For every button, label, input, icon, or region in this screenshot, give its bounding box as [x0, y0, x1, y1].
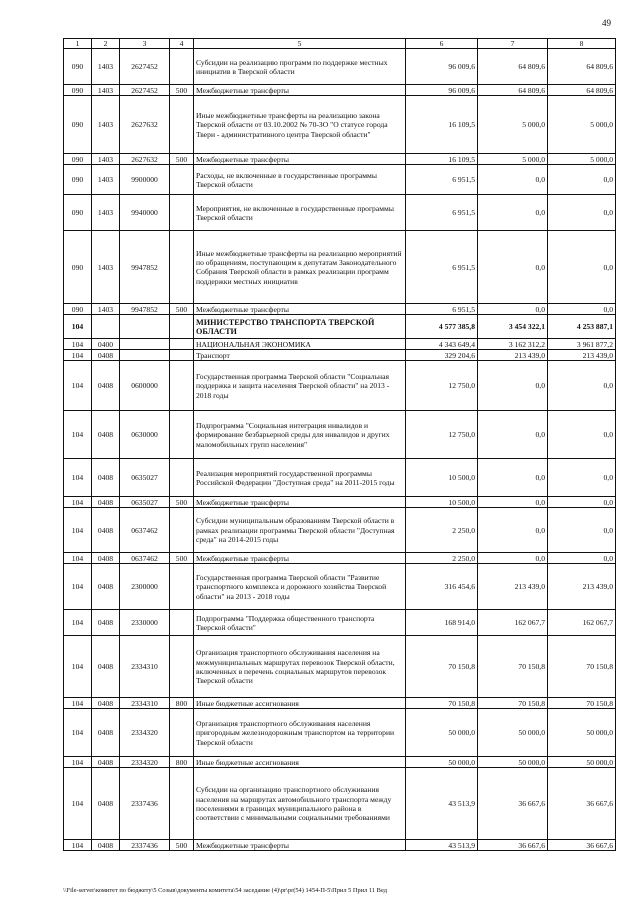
adm-code-cell: 104 [64, 768, 92, 840]
expense-type-cell: 500 [170, 840, 194, 851]
amount-2016-cell: 36 667,6 [548, 768, 616, 840]
amount-2014-cell: 4 577 385,8 [406, 315, 478, 339]
section-code-cell: 0408 [92, 564, 120, 610]
amount-2016-cell: 0,0 [548, 304, 616, 315]
amount-2014-cell: 6 951,5 [406, 195, 478, 231]
amount-2016-cell: 50 000,0 [548, 757, 616, 768]
amount-2016-cell: 213 439,0 [548, 564, 616, 610]
adm-code-cell: 104 [64, 411, 92, 459]
expense-type-cell [170, 564, 194, 610]
adm-code-cell: 090 [64, 165, 92, 195]
item-name-cell: Межбюджетные трансферты [194, 304, 406, 315]
amount-2014-cell: 10 500,0 [406, 497, 478, 508]
target-item-cell: 2627452 [120, 49, 170, 85]
expense-type-cell [170, 709, 194, 757]
amount-2016-cell: 0,0 [548, 165, 616, 195]
amount-2015-cell: 64 809,6 [478, 85, 548, 96]
amount-2016-cell: 162 067,7 [548, 610, 616, 636]
item-name-cell: Иные межбюджетные трансферты на реализацию закона Тверской области от 03.10.2002 № 70-ЗО "О статусе города Твери - административного центра Тверской области" [194, 96, 406, 154]
amount-2014-cell: 6 951,5 [406, 304, 478, 315]
section-code-cell: 1403 [92, 49, 120, 85]
expense-type-cell [170, 768, 194, 840]
item-name-cell: Субсидии на реализацию программ по поддержке местных инициатив в Тверской области [194, 49, 406, 85]
amount-2014-cell: 50 000,0 [406, 709, 478, 757]
table-row [64, 304, 616, 315]
table-row [64, 610, 616, 636]
amount-2014-cell: 16 109,5 [406, 154, 478, 165]
adm-code-cell: 104 [64, 757, 92, 768]
expense-type-cell: 500 [170, 85, 194, 96]
column-header: 8 [548, 39, 616, 49]
item-name-cell: Межбюджетные трансферты [194, 154, 406, 165]
table-row [64, 165, 616, 195]
amount-2015-cell: 70 150,8 [478, 636, 548, 698]
page-number: 49 [602, 18, 611, 28]
item-name-cell: Расходы, не включенные в государственные программы Тверской области [194, 165, 406, 195]
target-item-cell: 0635027 [120, 497, 170, 508]
item-name-cell: Организация транспортного обслуживания населения пригородным железнодорожным транспортом на территории Тверской области [194, 709, 406, 757]
expense-type-cell [170, 315, 194, 339]
amount-2014-cell: 6 951,5 [406, 231, 478, 304]
expense-type-cell: 800 [170, 757, 194, 768]
adm-code-cell: 090 [64, 96, 92, 154]
adm-code-cell: 090 [64, 85, 92, 96]
expense-type-cell [170, 165, 194, 195]
item-name-cell: Реализация мероприятий государственной программы Российской Федерации "Доступная среда" на 2011-2015 годы [194, 459, 406, 497]
item-name-cell: Субсидии муниципальным образованиям Тверской области в рамках реализации программы Тверской области "Доступная среда" на 2014-2015 годы [194, 508, 406, 553]
amount-2015-cell: 36 667,6 [478, 768, 548, 840]
item-name-cell: Иные межбюджетные трансферты на реализацию мероприятий по обращениям, поступающим к депутатам Законодательного Собрания Тверской области в рамках реализации программ поддержки местных инициатив [194, 231, 406, 304]
expense-type-cell [170, 411, 194, 459]
expense-type-cell: 500 [170, 304, 194, 315]
column-header: 3 [120, 39, 170, 49]
item-name-cell: Подпрограмма "Социальная интеграция инвалидов и формирование безбарьерной среды для инвалидов и других маломобильных групп населения" [194, 411, 406, 459]
adm-code-cell: 090 [64, 154, 92, 165]
expense-type-cell [170, 231, 194, 304]
item-name-cell: НАЦИОНАЛЬНАЯ ЭКОНОМИКА [194, 339, 406, 350]
amount-2015-cell: 213 439,0 [478, 350, 548, 361]
amount-2016-cell: 213 439,0 [548, 350, 616, 361]
table-row [64, 553, 616, 564]
column-header: 6 [406, 39, 478, 49]
amount-2015-cell: 0,0 [478, 497, 548, 508]
column-header: 2 [92, 39, 120, 49]
file-path-footer: \\File-server\комитет по бюджету\5 Созыв\документы комитета\54 заседание (4)\pr\pr(54) 1454-П-5\Прил 5 Прил 11 Вед [63, 887, 387, 894]
table-row [64, 698, 616, 709]
table-row [64, 757, 616, 768]
amount-2014-cell: 96 009,6 [406, 49, 478, 85]
table-row [64, 195, 616, 231]
expense-type-cell [170, 350, 194, 361]
item-name-cell: Иные бюджетные ассигнования [194, 757, 406, 768]
table-row [64, 350, 616, 361]
section-code-cell: 0408 [92, 553, 120, 564]
amount-2015-cell: 3 454 322,1 [478, 315, 548, 339]
amount-2016-cell: 0,0 [548, 231, 616, 304]
item-name-cell: Межбюджетные трансферты [194, 553, 406, 564]
item-name-cell: Государственная программа Тверской области "Развитие транспортного комплекса и дорожного хозяйства Тверской области" на 2013 - 2018 годы [194, 564, 406, 610]
amount-2014-cell: 50 000,0 [406, 757, 478, 768]
target-item-cell: 0637462 [120, 553, 170, 564]
amount-2014-cell: 70 150,8 [406, 698, 478, 709]
header-row [64, 39, 616, 49]
target-item-cell: 2627632 [120, 96, 170, 154]
table-row [64, 768, 616, 840]
amount-2014-cell: 70 150,8 [406, 636, 478, 698]
section-code-cell: 1403 [92, 96, 120, 154]
target-item-cell: 2337436 [120, 840, 170, 851]
target-item-cell: 2334320 [120, 757, 170, 768]
amount-2015-cell: 0,0 [478, 459, 548, 497]
amount-2015-cell: 0,0 [478, 195, 548, 231]
amount-2014-cell: 4 343 649,4 [406, 339, 478, 350]
table-row [64, 564, 616, 610]
section-code-cell: 0400 [92, 339, 120, 350]
target-item-cell: 9940000 [120, 195, 170, 231]
section-code-cell: 0408 [92, 757, 120, 768]
table-row [64, 154, 616, 165]
table-row [64, 96, 616, 154]
adm-code-cell: 104 [64, 840, 92, 851]
amount-2015-cell: 70 150,8 [478, 698, 548, 709]
amount-2015-cell: 162 067,7 [478, 610, 548, 636]
amount-2016-cell: 0,0 [548, 361, 616, 411]
column-header: 4 [170, 39, 194, 49]
target-item-cell: 0630000 [120, 411, 170, 459]
amount-2016-cell: 3 961 877,2 [548, 339, 616, 350]
section-code-cell: 0408 [92, 840, 120, 851]
adm-code-cell: 104 [64, 636, 92, 698]
amount-2015-cell: 0,0 [478, 553, 548, 564]
amount-2015-cell: 0,0 [478, 411, 548, 459]
table-row [64, 459, 616, 497]
expense-type-cell [170, 49, 194, 85]
expense-type-cell: 500 [170, 553, 194, 564]
section-code-cell: 1403 [92, 231, 120, 304]
amount-2015-cell: 5 000,0 [478, 154, 548, 165]
section-code-cell: 0408 [92, 698, 120, 709]
target-item-cell: 0600000 [120, 361, 170, 411]
target-item-cell: 2627452 [120, 85, 170, 96]
column-header: 5 [194, 39, 406, 49]
adm-code-cell: 104 [64, 361, 92, 411]
section-code-cell: 0408 [92, 636, 120, 698]
target-item-cell: 2330000 [120, 610, 170, 636]
amount-2015-cell: 0,0 [478, 508, 548, 553]
section-code-cell: 0408 [92, 459, 120, 497]
table-row [64, 840, 616, 851]
amount-2016-cell: 0,0 [548, 553, 616, 564]
expense-type-cell: 800 [170, 698, 194, 709]
item-name-cell: Межбюджетные трансферты [194, 497, 406, 508]
table-row [64, 361, 616, 411]
table-row [64, 508, 616, 553]
adm-code-cell: 104 [64, 315, 92, 339]
item-name-cell: МИНИСТЕРСТВО ТРАНСПОРТА ТВЕРСКОЙ ОБЛАСТИ [194, 315, 406, 339]
adm-code-cell: 104 [64, 459, 92, 497]
amount-2016-cell: 0,0 [548, 195, 616, 231]
table-row [64, 636, 616, 698]
amount-2015-cell: 50 000,0 [478, 709, 548, 757]
budget-table [63, 38, 616, 851]
amount-2016-cell: 0,0 [548, 497, 616, 508]
section-code-cell: 0408 [92, 350, 120, 361]
section-code-cell: 1403 [92, 195, 120, 231]
section-code-cell: 0408 [92, 411, 120, 459]
amount-2015-cell: 64 809,6 [478, 49, 548, 85]
amount-2014-cell: 168 914,0 [406, 610, 478, 636]
amount-2014-cell: 329 204,6 [406, 350, 478, 361]
amount-2016-cell: 70 150,8 [548, 636, 616, 698]
amount-2016-cell: 0,0 [548, 508, 616, 553]
section-code-cell: 0408 [92, 497, 120, 508]
expense-type-cell [170, 508, 194, 553]
adm-code-cell: 104 [64, 553, 92, 564]
adm-code-cell: 104 [64, 508, 92, 553]
target-item-cell: 2334310 [120, 636, 170, 698]
amount-2016-cell: 5 000,0 [548, 96, 616, 154]
target-item-cell [120, 339, 170, 350]
amount-2014-cell: 10 500,0 [406, 459, 478, 497]
amount-2014-cell: 12 750,0 [406, 361, 478, 411]
target-item-cell: 0635027 [120, 459, 170, 497]
item-name-cell: Подпрограмма "Поддержка общественного транспорта Тверской области" [194, 610, 406, 636]
amount-2015-cell: 0,0 [478, 304, 548, 315]
table-row [64, 709, 616, 757]
amount-2015-cell: 213 439,0 [478, 564, 548, 610]
amount-2015-cell: 3 162 312,2 [478, 339, 548, 350]
amount-2016-cell: 50 000,0 [548, 709, 616, 757]
item-name-cell: Межбюджетные трансферты [194, 840, 406, 851]
item-name-cell: Транспорт [194, 350, 406, 361]
table-row [64, 497, 616, 508]
table-row [64, 411, 616, 459]
expense-type-cell [170, 636, 194, 698]
section-code-cell: 0408 [92, 709, 120, 757]
amount-2014-cell: 316 454,6 [406, 564, 478, 610]
item-name-cell: Субсидии на организацию транспортного обслуживания населения на маршрутах автомобильного транспорта между поселениями в границах муниципального района в соответствии с минимальными социальными требованиями [194, 768, 406, 840]
adm-code-cell: 090 [64, 304, 92, 315]
expense-type-cell [170, 96, 194, 154]
expense-type-cell [170, 361, 194, 411]
item-name-cell: Иные бюджетные ассигнования [194, 698, 406, 709]
adm-code-cell: 104 [64, 610, 92, 636]
amount-2014-cell: 43 513,9 [406, 840, 478, 851]
adm-code-cell: 104 [64, 564, 92, 610]
item-name-cell: Мероприятия, не включенные в государственные программы Тверской области [194, 195, 406, 231]
item-name-cell: Государственная программа Тверской области "Социальная поддержка и защита населения Тверской области" на 2013 - 2018 годы [194, 361, 406, 411]
amount-2015-cell: 0,0 [478, 165, 548, 195]
amount-2016-cell: 70 150,8 [548, 698, 616, 709]
table-row [64, 339, 616, 350]
target-item-cell [120, 350, 170, 361]
expense-type-cell [170, 459, 194, 497]
table-row [64, 231, 616, 304]
target-item-cell: 9947852 [120, 304, 170, 315]
amount-2015-cell: 0,0 [478, 231, 548, 304]
adm-code-cell: 104 [64, 350, 92, 361]
column-header: 7 [478, 39, 548, 49]
target-item-cell: 9947852 [120, 231, 170, 304]
amount-2016-cell: 64 809,6 [548, 49, 616, 85]
target-item-cell: 9900000 [120, 165, 170, 195]
amount-2016-cell: 5 000,0 [548, 154, 616, 165]
section-code-cell: 0408 [92, 361, 120, 411]
expense-type-cell: 500 [170, 497, 194, 508]
amount-2016-cell: 36 667,6 [548, 840, 616, 851]
target-item-cell: 0637462 [120, 508, 170, 553]
expense-type-cell [170, 195, 194, 231]
amount-2015-cell: 0,0 [478, 361, 548, 411]
adm-code-cell: 104 [64, 339, 92, 350]
amount-2016-cell: 64 809,6 [548, 85, 616, 96]
item-name-cell: Межбюджетные трансферты [194, 85, 406, 96]
amount-2015-cell: 36 667,6 [478, 840, 548, 851]
amount-2014-cell: 2 250,0 [406, 508, 478, 553]
adm-code-cell: 090 [64, 231, 92, 304]
amount-2014-cell: 12 750,0 [406, 411, 478, 459]
section-code-cell: 0408 [92, 610, 120, 636]
item-name-cell: Организация транспортного обслуживания населения на межмуниципальных маршрутах перевозок Тверской области, включенных в перечень социальных маршрутов перевозок Тверской области [194, 636, 406, 698]
target-item-cell: 2627632 [120, 154, 170, 165]
expense-type-cell [170, 610, 194, 636]
target-item-cell: 2337436 [120, 768, 170, 840]
table-row [64, 315, 616, 339]
table-row [64, 49, 616, 85]
expense-type-cell [170, 339, 194, 350]
adm-code-cell: 104 [64, 698, 92, 709]
amount-2014-cell: 96 009,6 [406, 85, 478, 96]
amount-2014-cell: 16 109,5 [406, 96, 478, 154]
adm-code-cell: 104 [64, 709, 92, 757]
target-item-cell: 2334310 [120, 698, 170, 709]
adm-code-cell: 104 [64, 497, 92, 508]
amount-2014-cell: 43 513,9 [406, 768, 478, 840]
target-item-cell [120, 315, 170, 339]
section-code-cell: 0408 [92, 508, 120, 553]
section-code-cell: 1403 [92, 85, 120, 96]
section-code-cell: 0408 [92, 768, 120, 840]
target-item-cell: 2334320 [120, 709, 170, 757]
expense-type-cell: 500 [170, 154, 194, 165]
amount-2016-cell: 4 253 887,1 [548, 315, 616, 339]
amount-2015-cell: 5 000,0 [478, 96, 548, 154]
section-code-cell [92, 315, 120, 339]
adm-code-cell: 090 [64, 49, 92, 85]
amount-2014-cell: 2 250,0 [406, 553, 478, 564]
target-item-cell: 2300000 [120, 564, 170, 610]
section-code-cell: 1403 [92, 154, 120, 165]
section-code-cell: 1403 [92, 304, 120, 315]
amount-2016-cell: 0,0 [548, 459, 616, 497]
section-code-cell: 1403 [92, 165, 120, 195]
adm-code-cell: 090 [64, 195, 92, 231]
amount-2015-cell: 50 000,0 [478, 757, 548, 768]
amount-2014-cell: 6 951,5 [406, 165, 478, 195]
amount-2016-cell: 0,0 [548, 411, 616, 459]
column-header: 1 [64, 39, 92, 49]
table-row [64, 85, 616, 96]
